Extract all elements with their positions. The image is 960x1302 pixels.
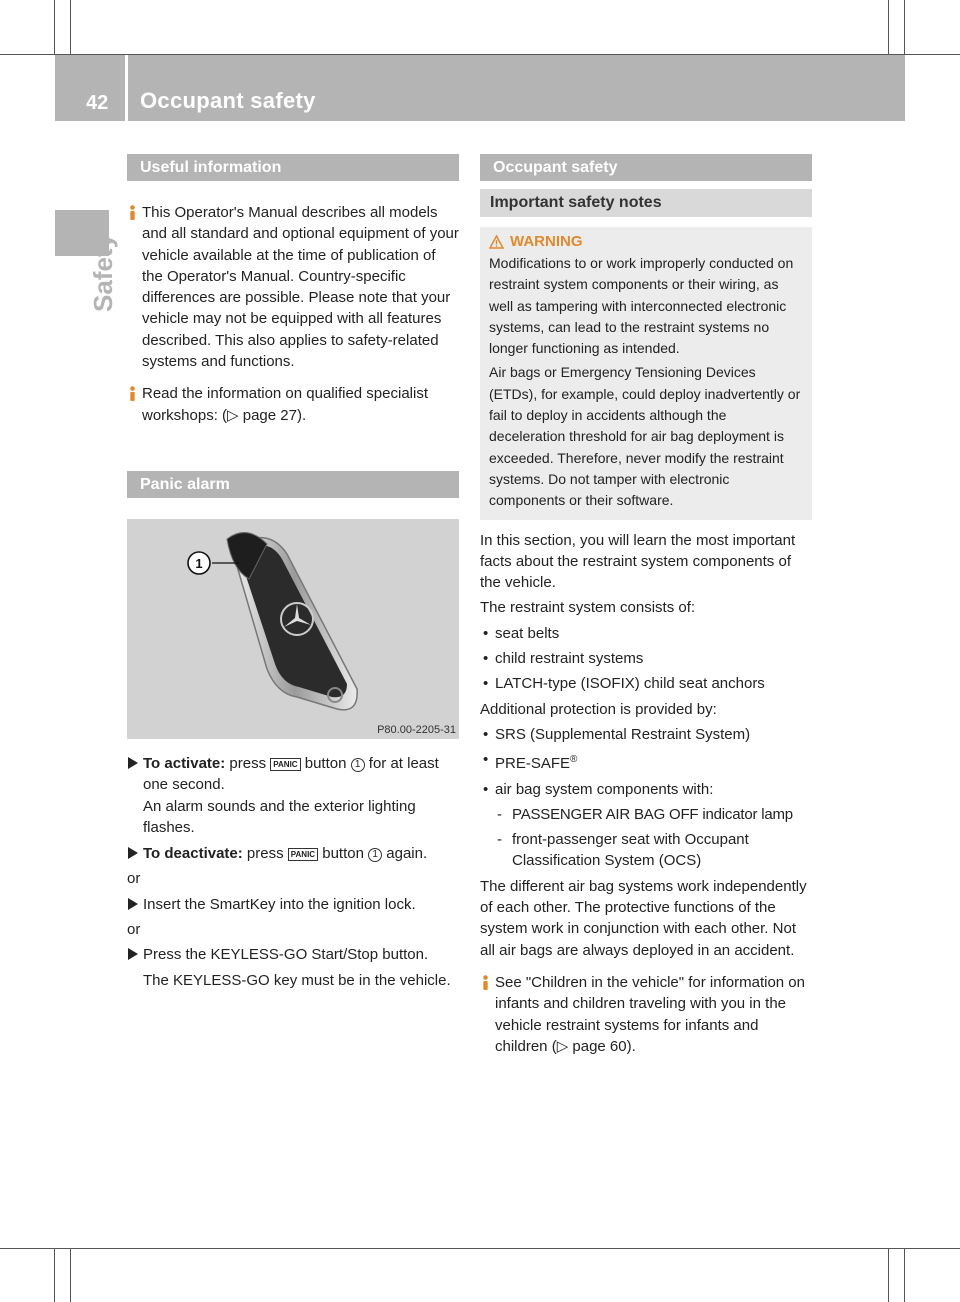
arrow-bullet-icon — [128, 948, 138, 960]
step-text: for at least one second. — [143, 754, 439, 794]
list-item: • LATCH-type (ISOFIX) child seat anchors — [480, 673, 812, 694]
warning-title: WARNING — [510, 233, 583, 250]
registered-mark: ® — [570, 754, 578, 766]
callout-number: 1 — [195, 555, 203, 571]
header-divider — [125, 55, 128, 121]
smartkey-illustration — [127, 519, 459, 739]
step-text: Insert the SmartKey into the ignition lock. — [143, 895, 416, 913]
callout-icon: 1 — [368, 848, 382, 862]
panic-heading: Panic alarm — [127, 471, 459, 498]
step-text: button — [318, 845, 369, 863]
warning-text: Modifications to or work improperly conducted on restraint system components or their wiring, as well as tampering with interconnected electronic systems, can lead to the restraint systems no longer functioning as intended. — [489, 255, 794, 357]
info-text: Read the information on qualified specialist workshops: (▷ page 27). — [142, 385, 429, 424]
step-label: To deactivate: — [143, 845, 243, 863]
info-text: This Operator's Manual describes all models and all standard and optional equipment of your vehicle available at the time of publication of the Operator's Manual. Country-specific differences are possible. Please note that your vehicle may not be equipped with all features described. This also applies to safety-related systems and functions. — [142, 204, 459, 371]
or-text: or — [127, 870, 141, 888]
smartkey-photo — [127, 519, 459, 739]
info-note — [127, 202, 459, 372]
info-icon — [127, 386, 138, 401]
occupant-safety-heading: Occupant safety — [480, 154, 812, 181]
step-text: press — [242, 845, 288, 863]
warning-header — [489, 233, 803, 250]
list-item: • child restraint systems — [480, 648, 812, 669]
arrow-bullet-icon — [128, 847, 138, 859]
crop-mark — [0, 1248, 960, 1249]
image-code: P80.00-2205-31 — [377, 723, 456, 736]
crop-mark — [904, 1248, 905, 1302]
section-title: Occupant safety — [140, 88, 316, 113]
right-column — [480, 154, 812, 1057]
different-text: The different air bag systems work independently of each other. The protective functions of the system work in conjunction with each other. Not all air bags are always deployed in an accident. — [480, 877, 807, 959]
panic-key-icon: PANIC — [288, 848, 318, 861]
crop-mark — [54, 0, 55, 54]
sub-list-item: - front-passenger seat with Occupant Classification System (OCS) — [480, 829, 812, 872]
step-deactivate — [127, 843, 459, 864]
or-text: or — [127, 921, 141, 939]
arrow-bullet-icon — [128, 757, 138, 769]
step-text: press — [225, 754, 271, 772]
crop-mark — [904, 0, 905, 54]
step-text: Press the KEYLESS-GO Start/Stop button. — [143, 946, 429, 964]
step-text: again. — [382, 845, 428, 863]
step-continuation: The KEYLESS-GO key must be in the vehicle. — [143, 971, 451, 989]
crop-mark — [54, 1248, 55, 1302]
page-number: 42 — [86, 92, 109, 114]
info-icon — [127, 205, 138, 220]
step-continuation: An alarm sounds and the exterior lighting flashes. — [143, 797, 416, 836]
crop-mark — [888, 1248, 889, 1302]
info-note — [480, 972, 812, 1057]
useful-info-heading: Useful information — [127, 154, 459, 181]
crop-mark — [888, 0, 889, 54]
crop-mark — [70, 1248, 71, 1302]
list-item: • seat belts — [480, 623, 812, 644]
important-notes-heading: Important safety notes — [480, 189, 812, 217]
step-activate — [127, 753, 459, 838]
step-text: button — [300, 754, 351, 772]
warning-box — [480, 227, 812, 520]
side-tab-label: Safety — [88, 233, 118, 312]
warning-text: Air bags or Emergency Tensioning Devices (ETDs), for example, could deploy inadvertently or fail to deploy in accidents although the deceleration threshold for air bag deployment is exceeded. Therefore, never modify the restraint systems. Do not tamper with electronic components or their software. — [489, 364, 801, 509]
step-keyless — [127, 944, 459, 991]
step-ignition — [127, 894, 459, 915]
sub-list-item: - PASSENGER AIR BAG OFF indicator lamp — [480, 804, 812, 825]
info-text: See "Children in the vehicle" for information on infants and children traveling with you in the vehicle restraint systems for infants and children (▷ page 60). — [495, 973, 805, 1055]
panic-key-icon: PANIC — [270, 758, 300, 771]
info-icon — [480, 975, 491, 990]
list-item-text: PRE-SAFE — [495, 755, 571, 773]
info-note — [127, 383, 459, 426]
warning-triangle-icon — [489, 235, 504, 249]
arrow-bullet-icon — [128, 898, 138, 910]
intro-text: In this section, you will learn the most important facts about the restraint system components of the vehicle. — [480, 531, 796, 592]
list-item — [480, 749, 812, 774]
additional-text: Additional protection is provided by: — [480, 700, 717, 718]
callout-icon: 1 — [351, 758, 365, 772]
list-item: • SRS (Supplemental Restraint System) — [480, 724, 812, 745]
left-column — [127, 154, 459, 991]
step-label: To activate: — [143, 754, 226, 772]
consists-text: The restraint system consists of: — [480, 599, 696, 617]
crop-mark — [70, 0, 71, 54]
list-item: • air bag system components with: — [480, 779, 812, 800]
